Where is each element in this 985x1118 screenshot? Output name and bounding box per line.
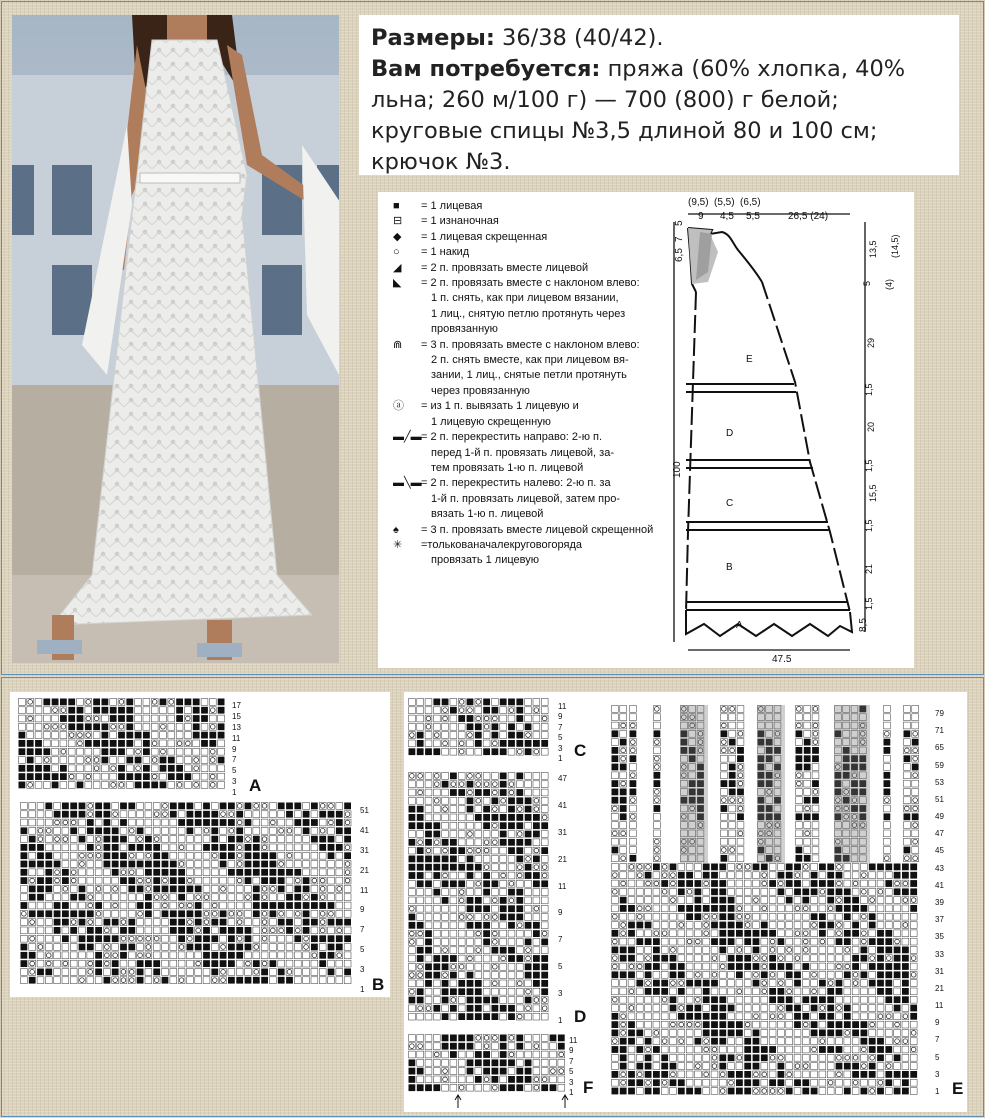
row-number: 1 (360, 985, 365, 994)
legend-text: 1 п. снять, как при лицевом вязании, (431, 292, 619, 305)
legend-text: = 1 лицевая (421, 200, 483, 212)
row-number: 5 (232, 766, 237, 776)
cross-right-icon: ▬╱▬ (393, 431, 422, 444)
legend-text: =толькованачалекруговогоряда (421, 538, 582, 551)
row-number: 3 (558, 743, 563, 753)
chart-e-column (721, 706, 744, 862)
row-number: 7 (569, 1056, 574, 1066)
row-number: 41 (360, 825, 369, 835)
chart-e-column (654, 706, 661, 862)
row-number: 37 (935, 915, 944, 925)
right-label-8: 1,5 (864, 459, 874, 472)
row-number: 9 (558, 712, 563, 722)
row-number: 9 (558, 908, 563, 918)
chart-e-column (796, 706, 819, 862)
row-number: 3 (558, 989, 563, 999)
row-number: 35 (935, 932, 944, 942)
row-number: 65 (935, 743, 944, 753)
row-number: 7 (232, 755, 237, 765)
chart-b-grid (21, 803, 352, 984)
row-number: 45 (935, 846, 944, 856)
row-number: 11 (558, 881, 567, 891)
legend-text: = из 1 п. вывязать 1 лицевую и (421, 400, 579, 413)
twisted-knit-icon: ◆ (393, 230, 402, 243)
chart-a-grid (19, 699, 225, 789)
row-number: 7 (360, 925, 365, 935)
total-length-label: 100 (672, 461, 683, 478)
row-number: 7 (558, 722, 563, 732)
row-number: 11 (569, 1036, 578, 1045)
row-number: 47 (935, 829, 944, 839)
top-label-2c: 5,5 (746, 211, 760, 222)
make-one-icon: ⓐ (393, 400, 404, 413)
purl-stitch-icon: ⊟ (393, 215, 403, 228)
legend-text: = 1 накид (421, 246, 470, 259)
row-number: 59 (935, 760, 944, 770)
sizes-value: 36/38 (40/42). (502, 25, 664, 51)
row-number: 11 (360, 885, 369, 895)
row-number: 53 (935, 777, 944, 787)
legend-text: через провязанную (431, 384, 530, 397)
row-number: 3 (360, 965, 365, 975)
row-number: 13 (232, 722, 241, 732)
k3tog-twisted-icon: ♠ (393, 523, 399, 536)
row-number: 5 (558, 733, 563, 743)
legend-text: = 3 п. провязать вместе с наклоном влево: (421, 338, 640, 351)
chart-e-column (612, 706, 627, 862)
top-label-1c: (6,5) (740, 197, 761, 208)
right-label-4: (4) (884, 279, 894, 290)
left-top-label-a: 6,5 (674, 248, 685, 262)
row-number: 5 (569, 1067, 574, 1077)
sizes-label: Размеры: (371, 25, 495, 51)
legend-text: 1-й п. провязать лицевой, затем про- (431, 492, 621, 505)
chart-label-f: F (583, 1078, 594, 1097)
left-bottom-label: 8,5 (858, 618, 869, 632)
right-label-9: 15,5 (868, 484, 878, 502)
row-number: 21 (360, 865, 369, 875)
row-number: 9 (360, 905, 365, 915)
legend-text: провязанную (431, 323, 498, 336)
legend-text: = 2 п. провязать вместе лицевой (421, 261, 589, 274)
section-label-b: B (726, 562, 733, 573)
row-number: 3 (935, 1069, 940, 1079)
right-label-12: 1,5 (864, 597, 874, 610)
chart-e-shade (757, 705, 785, 863)
row-number: 3 (569, 1077, 574, 1087)
row-number: 9 (935, 1018, 940, 1028)
legend-text: = 2 п. перекрестить налево: 2-ю п. за (421, 477, 611, 490)
row-number: 31 (558, 827, 567, 837)
top-label-1b: (5,5) (714, 197, 735, 208)
chart-e-column (884, 706, 891, 862)
yarn-over-icon: ○ (393, 246, 400, 259)
row-number: 17 (232, 701, 241, 710)
row-number: 5 (360, 945, 365, 955)
row-number: 71 (935, 726, 944, 736)
row-number: 5 (558, 962, 563, 972)
left-top-label-c: 5 (674, 220, 685, 226)
asterisk-icon: ✳ (393, 538, 403, 551)
row-number: 11 (558, 702, 567, 711)
materials-line-1: пряжа (60% хлопка, 40% (607, 56, 906, 82)
row-number: 33 (935, 949, 944, 959)
legend-text: 2 п. снять вместе, как при лицевом вя- (431, 354, 629, 367)
legend-text: перед 1-й п. провязать лицевой, за- (431, 446, 614, 459)
section-label-e: E (746, 354, 753, 365)
right-label-1: 13,5 (868, 240, 878, 258)
legend-text: зании, 1 лиц., снятые петли протянуть (431, 369, 627, 382)
top-label-1a: (9,5) (688, 197, 709, 208)
k2tog-icon: ◢ (393, 261, 402, 274)
materials-line-3: круговые спицы №3,5 длиной 80 и 100 см; (371, 118, 878, 144)
row-number: 31 (935, 966, 944, 976)
legend-text: = 1 лицевая скрещенная (421, 230, 548, 243)
hem-width-label: 47.5 (772, 654, 792, 662)
row-number: 15 (232, 711, 241, 721)
chart-label-e: E (952, 1079, 964, 1098)
chart-e-column (904, 706, 919, 862)
row-number: 1 (558, 1016, 563, 1025)
cross-left-icon: ▬╲▬ (393, 477, 422, 490)
row-number: 39 (935, 898, 944, 907)
legend-text: = 2 п. перекрестить направо: 2-ю п. (421, 431, 603, 444)
legend-text: 1 лицевую скрещенную (431, 415, 551, 428)
row-number: 11 (232, 733, 241, 743)
chart-label-a: A (249, 776, 262, 795)
legend-text: тем провязать 1-ю п. лицевой (431, 461, 584, 474)
row-number: 11 (935, 1001, 944, 1011)
legend-text: = 2 п. провязать вместе с наклоном влево: (421, 277, 640, 290)
right-label-5: 29 (866, 337, 876, 348)
top-label-2d: 26,5 (24) (788, 211, 829, 222)
ssk-icon: ◣ (393, 277, 402, 290)
section-label-d: D (726, 428, 734, 439)
right-label-3: 5 (862, 280, 872, 286)
top-label-2a: 9 (698, 211, 704, 222)
chart-e-grid (612, 864, 918, 1095)
chart-f-grid (409, 1035, 565, 1092)
chart-label-d: D (574, 1007, 587, 1026)
row-number: 1 (232, 788, 237, 797)
row-number: 41 (558, 800, 567, 810)
top-label-2b: 4,5 (720, 211, 734, 222)
row-number: 1 (935, 1087, 940, 1096)
row-number: 3 (232, 777, 237, 787)
row-number: 9 (569, 1046, 574, 1056)
chart-label-c: C (574, 741, 587, 760)
row-number: 79 (935, 709, 944, 718)
row-number: 49 (935, 812, 944, 822)
section-label-a: A (736, 620, 743, 631)
materials-line-2: льна; 260 м/100 г) — 700 (800) г белой; (371, 87, 839, 113)
right-label-7: 20 (866, 421, 876, 432)
row-number: 51 (935, 794, 944, 804)
row-number: 41 (935, 880, 944, 890)
chart-label-b: B (372, 975, 385, 994)
legend-text: вязать 1-ю п. лицевой (431, 508, 544, 521)
right-label-11: 21 (864, 563, 874, 574)
row-number: 47 (558, 774, 567, 783)
left-top-label-b: 7 (674, 236, 685, 242)
row-number: 5 (935, 1052, 940, 1062)
right-label-10: 1,5 (864, 519, 874, 532)
chart-c-grid (409, 699, 549, 756)
legend-text: провязать 1 лицевую (431, 554, 539, 567)
legend-text: = 1 изнаночная (421, 215, 499, 228)
row-number: 7 (558, 935, 563, 945)
chart-e-column (630, 706, 637, 862)
section-label-c: C (726, 498, 734, 509)
legend-text: 1 лиц., снятую петлю протянуть через (431, 307, 626, 320)
materials-line-4: крючок №3. (371, 149, 511, 175)
knit-stitch-icon: ■ (393, 200, 400, 212)
sk2p-icon: ⋒ (393, 338, 403, 351)
row-number: 31 (360, 845, 369, 855)
row-number: 9 (232, 744, 237, 754)
materials-label: Вам потребуется: (371, 56, 601, 82)
arrow-up-icon (562, 1095, 568, 1108)
row-number: 51 (360, 806, 369, 815)
row-number: 7 (935, 1035, 940, 1045)
row-number: 43 (935, 863, 944, 873)
row-number: 1 (569, 1088, 574, 1097)
right-label-6: 1,5 (864, 383, 874, 396)
arrow-up-icon (455, 1095, 461, 1108)
chart-e-shade (680, 705, 708, 863)
row-number: 21 (935, 983, 944, 993)
chart-d-grid (409, 773, 549, 1021)
chart-e-shade (834, 705, 870, 863)
row-number: 1 (558, 754, 563, 763)
legend-text: = 3 п. провязать вместе лицевой скрещенной (421, 523, 654, 536)
right-label-2: (14,5) (890, 234, 900, 258)
row-number: 21 (558, 854, 567, 864)
